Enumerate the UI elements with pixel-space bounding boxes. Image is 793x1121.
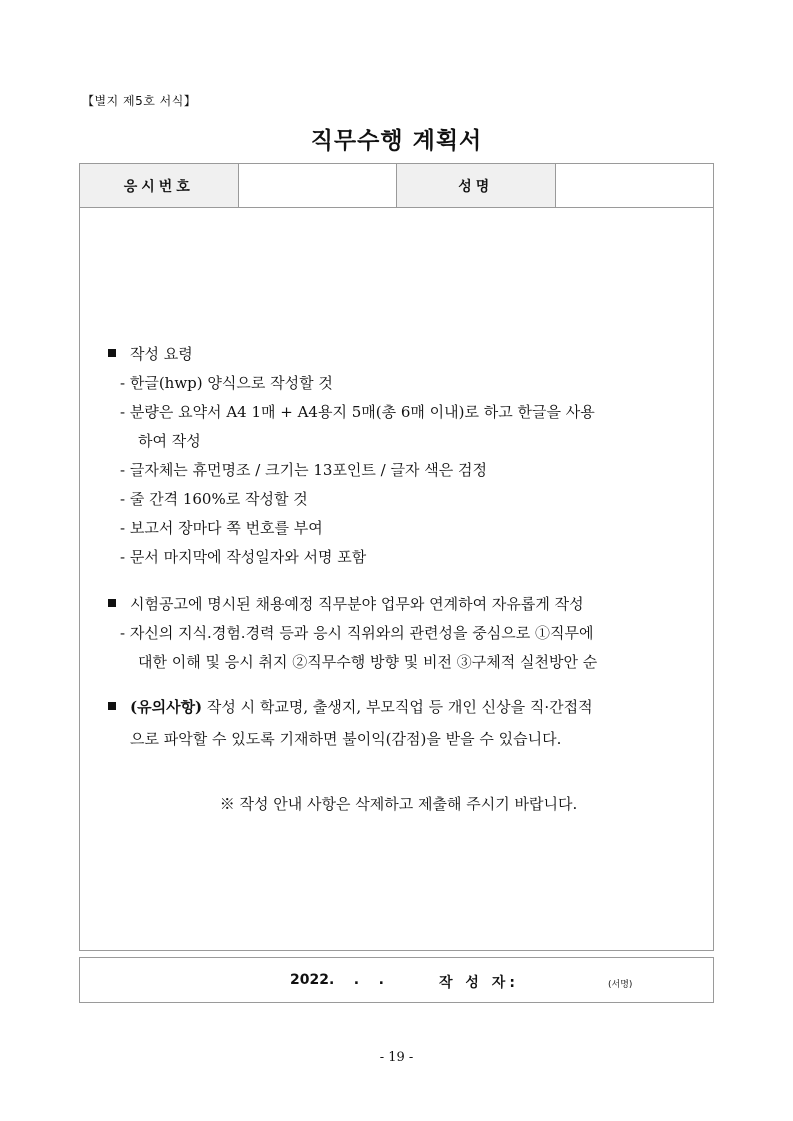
name-label: 성명: [397, 164, 556, 208]
page-number: - 19 -: [379, 1050, 414, 1065]
caution-continuation: 으로 파악할 수 있도록 기재하면 불이익(감점)을 받을 수 있습니다.: [130, 730, 562, 748]
guide-item: - 줄 간격 160%로 작성할 것: [120, 490, 308, 508]
caution-text: 작성 시 학교명, 출생지, 부모직업 등 개인 신상을 직·간접적: [202, 698, 593, 716]
guide-heading-1: [108, 340, 713, 369]
writing-guide: [108, 340, 713, 755]
name-field[interactable]: [555, 164, 714, 208]
square-bullet-icon: [108, 702, 116, 710]
guide-heading-text: 작성 요령: [130, 345, 193, 363]
square-bullet-icon: [108, 349, 116, 357]
signature-label[interactable]: (서명): [608, 980, 633, 990]
exam-number-label: 응시번호: [80, 164, 239, 208]
guide-item-continuation: 하여 작성: [138, 432, 201, 450]
exam-number-field[interactable]: [238, 164, 397, 208]
guide-item-continuation: 대한 이해 및 응시 취지 ②직무수행 방향 및 비전 ③구체적 실천방안 순: [138, 653, 598, 671]
document-title: 직무수행 계획서: [310, 128, 483, 154]
guide-item: - 글자체는 휴먼명조 / 크기는 13포인트 / 글자 색은 검정: [120, 461, 487, 479]
writer-label: 작 성 자:: [439, 975, 519, 991]
guide-item: - 보고서 장마다 쪽 번호를 부여: [120, 519, 323, 537]
caution-paragraph: [108, 691, 713, 723]
guide-item: - 자신의 지식.경험.경력 등과 응시 직위와의 관련성을 중심으로 ①직무에: [120, 624, 594, 642]
square-bullet-icon: [108, 599, 116, 607]
form-number-label: 【별지 제5호 서식】: [82, 94, 197, 108]
applicant-info-table: [79, 163, 714, 208]
guide-item: - 문서 마지막에 작성일자와 서명 포함: [120, 548, 367, 566]
guide-heading-2: [108, 590, 713, 619]
guide-item: - 분량은 요약서 A4 1매 + A4용지 5매(총 6매 이내)로 하고 한글을 사용: [120, 403, 595, 421]
guide-item: - 한글(hwp) 양식으로 작성할 것: [120, 374, 333, 392]
guide-heading-text: 시험공고에 명시된 채용예정 직무분야 업무와 연계하여 자유롭게 작성: [130, 595, 584, 613]
date-field[interactable]: 2022. . .: [290, 972, 384, 988]
caution-label: (유의사항): [130, 698, 203, 716]
removal-notice: ※ 작성 안내 사항은 삭제하고 제출해 주시기 바랍니다.: [219, 795, 578, 813]
